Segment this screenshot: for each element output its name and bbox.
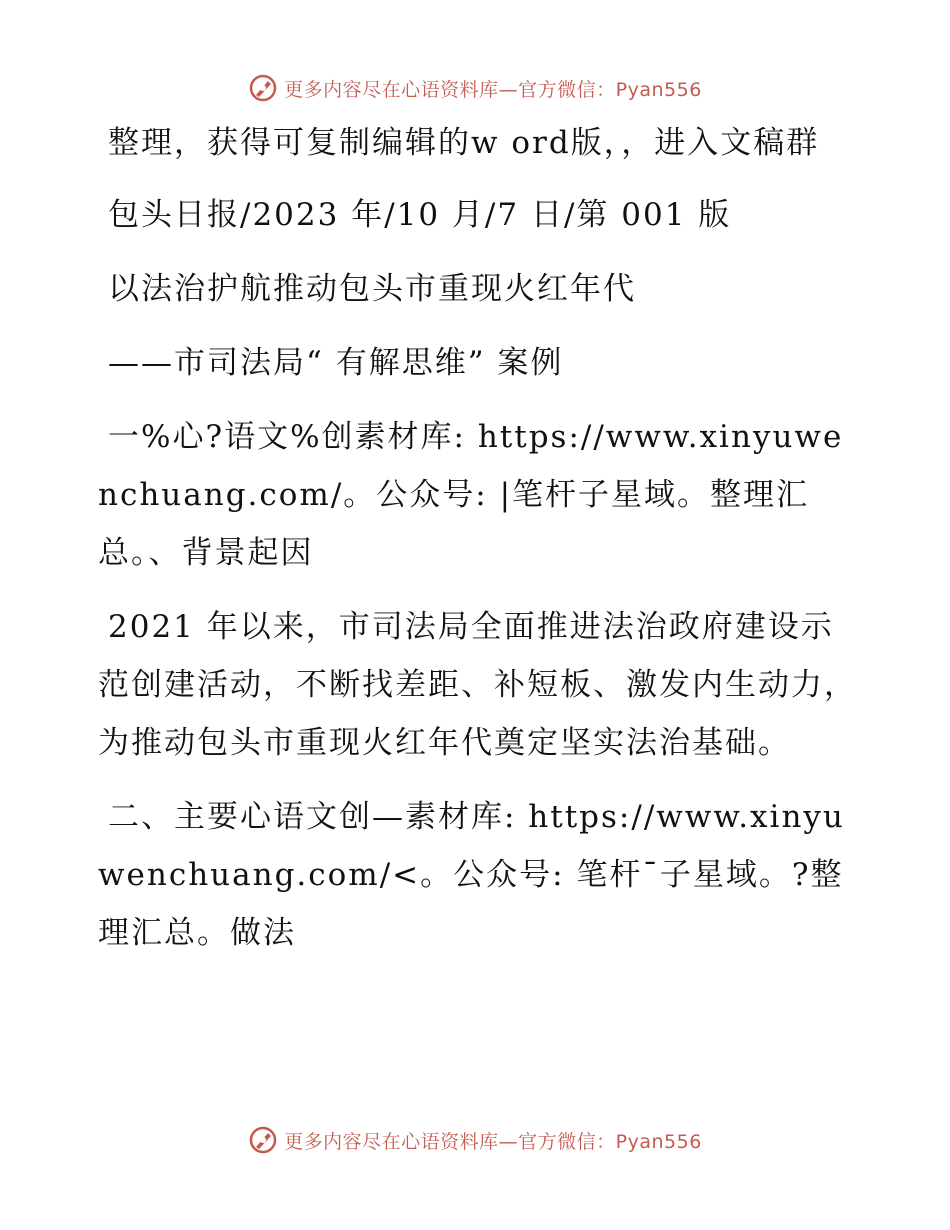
- paragraph-intro: 整理，获得可复制编辑的w ord版，，进入文稿群: [108, 125, 820, 161]
- paragraph-subtitle: ——市司法局“ 有解思维” 案例: [108, 345, 564, 381]
- paragraph-background: 2021 年以来，市司法局全面推进法治政府建设示范创建活动，不断找差距、补短板、激发内生动力，为推动包头市重现火红年代奠定坚实法治基础。: [98, 609, 857, 761]
- footer-watermark-banner: [0, 1120, 950, 1160]
- pen-logo-icon: [248, 1125, 278, 1155]
- pen-logo-icon: [248, 73, 278, 103]
- paragraph-source: 包头日报/2023 年/10 月/7 日/第 001 版: [108, 197, 732, 233]
- paragraph-title: 以法治护航推动包头市重现火红年代: [108, 271, 636, 307]
- header-banner-label: 更多内容尽在心语资料库—官方微信：: [284, 78, 616, 101]
- paragraph-section-2: 二、主要心语文创—素材库: https://www.xinyuwenchuang.com/<。公众号: 笔杆¯子星域。?整理汇总。做法: [98, 799, 845, 951]
- paragraph-section-1: 一%心?语文%创素材库: https://www.xinyuwenchuang.com/。公众号: |笔杆子星域。整理汇总。、背景起因: [98, 419, 844, 571]
- footer-banner-text: [284, 1127, 702, 1154]
- footer-banner-label: 更多内容尽在心语资料库—官方微信：: [284, 1130, 616, 1153]
- header-banner-handle: Pyan556: [615, 78, 702, 101]
- footer-banner-handle: Pyan556: [615, 1130, 702, 1153]
- header-watermark-banner: [0, 68, 950, 108]
- header-banner-text: [284, 75, 702, 102]
- document-body: [98, 114, 858, 978]
